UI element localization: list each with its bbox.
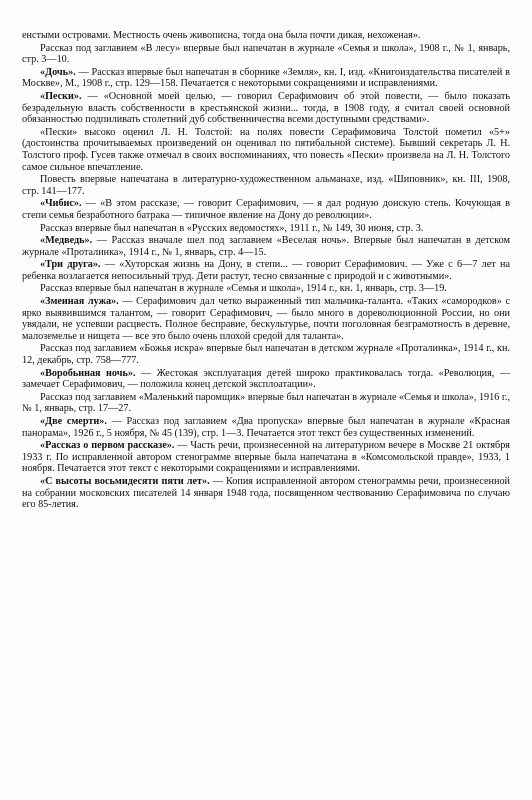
paragraph-text: — Серафимович дал четко выраженный тип мальчика-таланта. «Таких «самородков» с ярко выявившимся талантом, — говорит Серафимович, — было много в дореволюционной России, но они увядали, не успевши расцвесть. Полное бесправие, бескультурье, почти поголовная безграмотность в деревне, малоземелье и нищета — все это было очень плохой средой для таланта». — [22, 296, 510, 342]
work-title: «С высоты восьмидесяти пяти лет». — [40, 475, 210, 487]
work-title: «Две смерти». — [40, 416, 107, 427]
paragraph-text: — Жестокая эксплуатация детей широко практиковалась тогда. «Революция, — замечает Серафимович, — положила конец детской эксплоатации». — [22, 367, 510, 391]
work-title: «Пески». — [40, 90, 82, 102]
paragraph-text: — «Основной моей целью, — говорил Серафимович об этой повести, — было показать безрадельную власть собственности в крестьянской жизни... тогда, в 1908 году, я считал своей основной обязанностью подпиливать столетний дуб собственничества всеми доступными средствами». — [22, 90, 510, 126]
work-title: «Рассказ о первом рассказе». — [40, 440, 175, 452]
commentary-paragraph — [22, 440, 510, 475]
commentary-paragraph — [22, 30, 510, 42]
paragraph-text: Рассказ под заглавием «Маленький паромщик» впервые был напечатан в журнале «Семья и школа», 1916 г., № 1, январь, стр. 17—27. — [22, 391, 510, 415]
paragraph-text: — «В этом рассказе, — говорит Серафимович, — я дал родную донскую степь. Кочующая в степи семья безработного батрака — типичное явление на Дону до революции». — [22, 198, 510, 221]
commentary-paragraph — [22, 296, 510, 342]
paragraph-text: Рассказ под заглавием «В лесу» впервые был напечатан в журнале «Семья и школа», 1908 г., № 1, январь, стр. 3—10. — [22, 42, 510, 66]
work-title: «Воробьиная ночь». — [40, 367, 136, 379]
paragraph-text: «Пески» высоко оценил Л. Н. Толстой: на полях повести Серафимовича Толстой пометил «5+» (достоинства прочитываемых произведений он оценивал по пятибальной системе). Бывший секретарь Л. Н. Толстого проф. Гусев также отмечал в своих воспоминаниях, что повесть «Пески» произвела на Л. Н. Толстого самое сильное впечатление. — [22, 126, 510, 173]
commentary-paragraph — [22, 476, 510, 511]
paragraph-text: — Рассказ под заглавием «Два пропуска» впервые был напечатан в журнале «Красная панорама», 1926 г., 5 ноября, № 45 (139), стр. 1—3. Печатается этот текст без существенных изменений. — [22, 416, 510, 439]
commentary-paragraph — [22, 43, 510, 66]
commentary-paragraph — [22, 283, 510, 295]
commentary-paragraph — [22, 174, 510, 197]
paragraph-text: — Часть речи, произнесенной на литературном вечере в Москве 21 октября 1933 г. По исправленной автором стенограмме впервые была напечатана в «Комсомольской правде», 1933, 1 ноября. Печатается этот текст с некоторыми сокращениями и исправлениями. — [22, 440, 510, 475]
commentary-paragraph — [22, 368, 510, 391]
commentary-paragraph — [22, 223, 510, 235]
commentary-paragraph — [22, 416, 510, 439]
paragraph-text: Повесть впервые напечатана в литературно-художественном альманахе, изд. «Шиповник», кн. III, 1908, стр. 141—177. — [22, 174, 510, 197]
commentary-paragraph — [22, 259, 510, 282]
commentary-paragraph — [22, 392, 510, 415]
commentary-paragraph — [22, 235, 510, 258]
paragraph-text: Рассказ впервые был напечатан в «Русских ведомостях», 1911 г., № 149, 30 июня, стр. 3. — [40, 222, 424, 234]
paragraph-text: енстыми островами. Местность очень живописна, тогда она была почти дикая, нехоженая». — [22, 30, 421, 41]
commentary-paragraph — [22, 67, 510, 90]
commentary-paragraph — [22, 198, 510, 221]
work-title: «Змеиная лужа». — [40, 296, 119, 308]
work-title: «Чибис». — [40, 198, 82, 210]
paragraph-text: — «Хуторская жизнь на Дону, в степи... — говорит Серафимович. — Уже с 6—7 лет на ребенка возлагается непосильный труд. Дети растут, тесно связанные с природой и с животными». — [22, 259, 510, 282]
paragraph-text: — Рассказ вначале шел под заглавием «Веселая ночь». Впервые был напечатан в детском журнале «Проталинка», 1914 г., № 1, январь, стр. 4—15. — [22, 235, 510, 258]
work-title: «Медведь». — [40, 235, 93, 247]
work-title: «Три друга». — [40, 259, 101, 271]
work-title: «Дочь». — [40, 66, 76, 78]
paragraph-text: — Рассказ впервые был напечатан в сборнике «Земля», кн. I, изд. «Книгоиздательства писателей в Москве», М., 1908 г., стр. 129—158. Печатается с некоторыми сокращениями и исправлениями. — [22, 66, 510, 90]
commentary-paragraph — [22, 91, 510, 126]
paragraph-text: Рассказ под заглавием «Божья искра» впервые был напечатан в детском журнале «Проталинка», 1914 г., кн. 12, декабрь, стр. 758—777. — [22, 343, 510, 367]
paragraph-text: — Копия исправленной автором стенограммы речи, произнесенной на собрании московских писателей 14 января 1948 года, посвященном чествованию Серафимовича по случаю его 85-летия. — [22, 475, 510, 511]
commentary-paragraph — [22, 127, 510, 173]
paragraph-text: Рассказ впервые был напечатан в журнале «Семья и школа», 1914 г., кн. 1, январь, стр. 3—19. — [40, 283, 447, 295]
commentary-paragraph — [22, 343, 510, 366]
